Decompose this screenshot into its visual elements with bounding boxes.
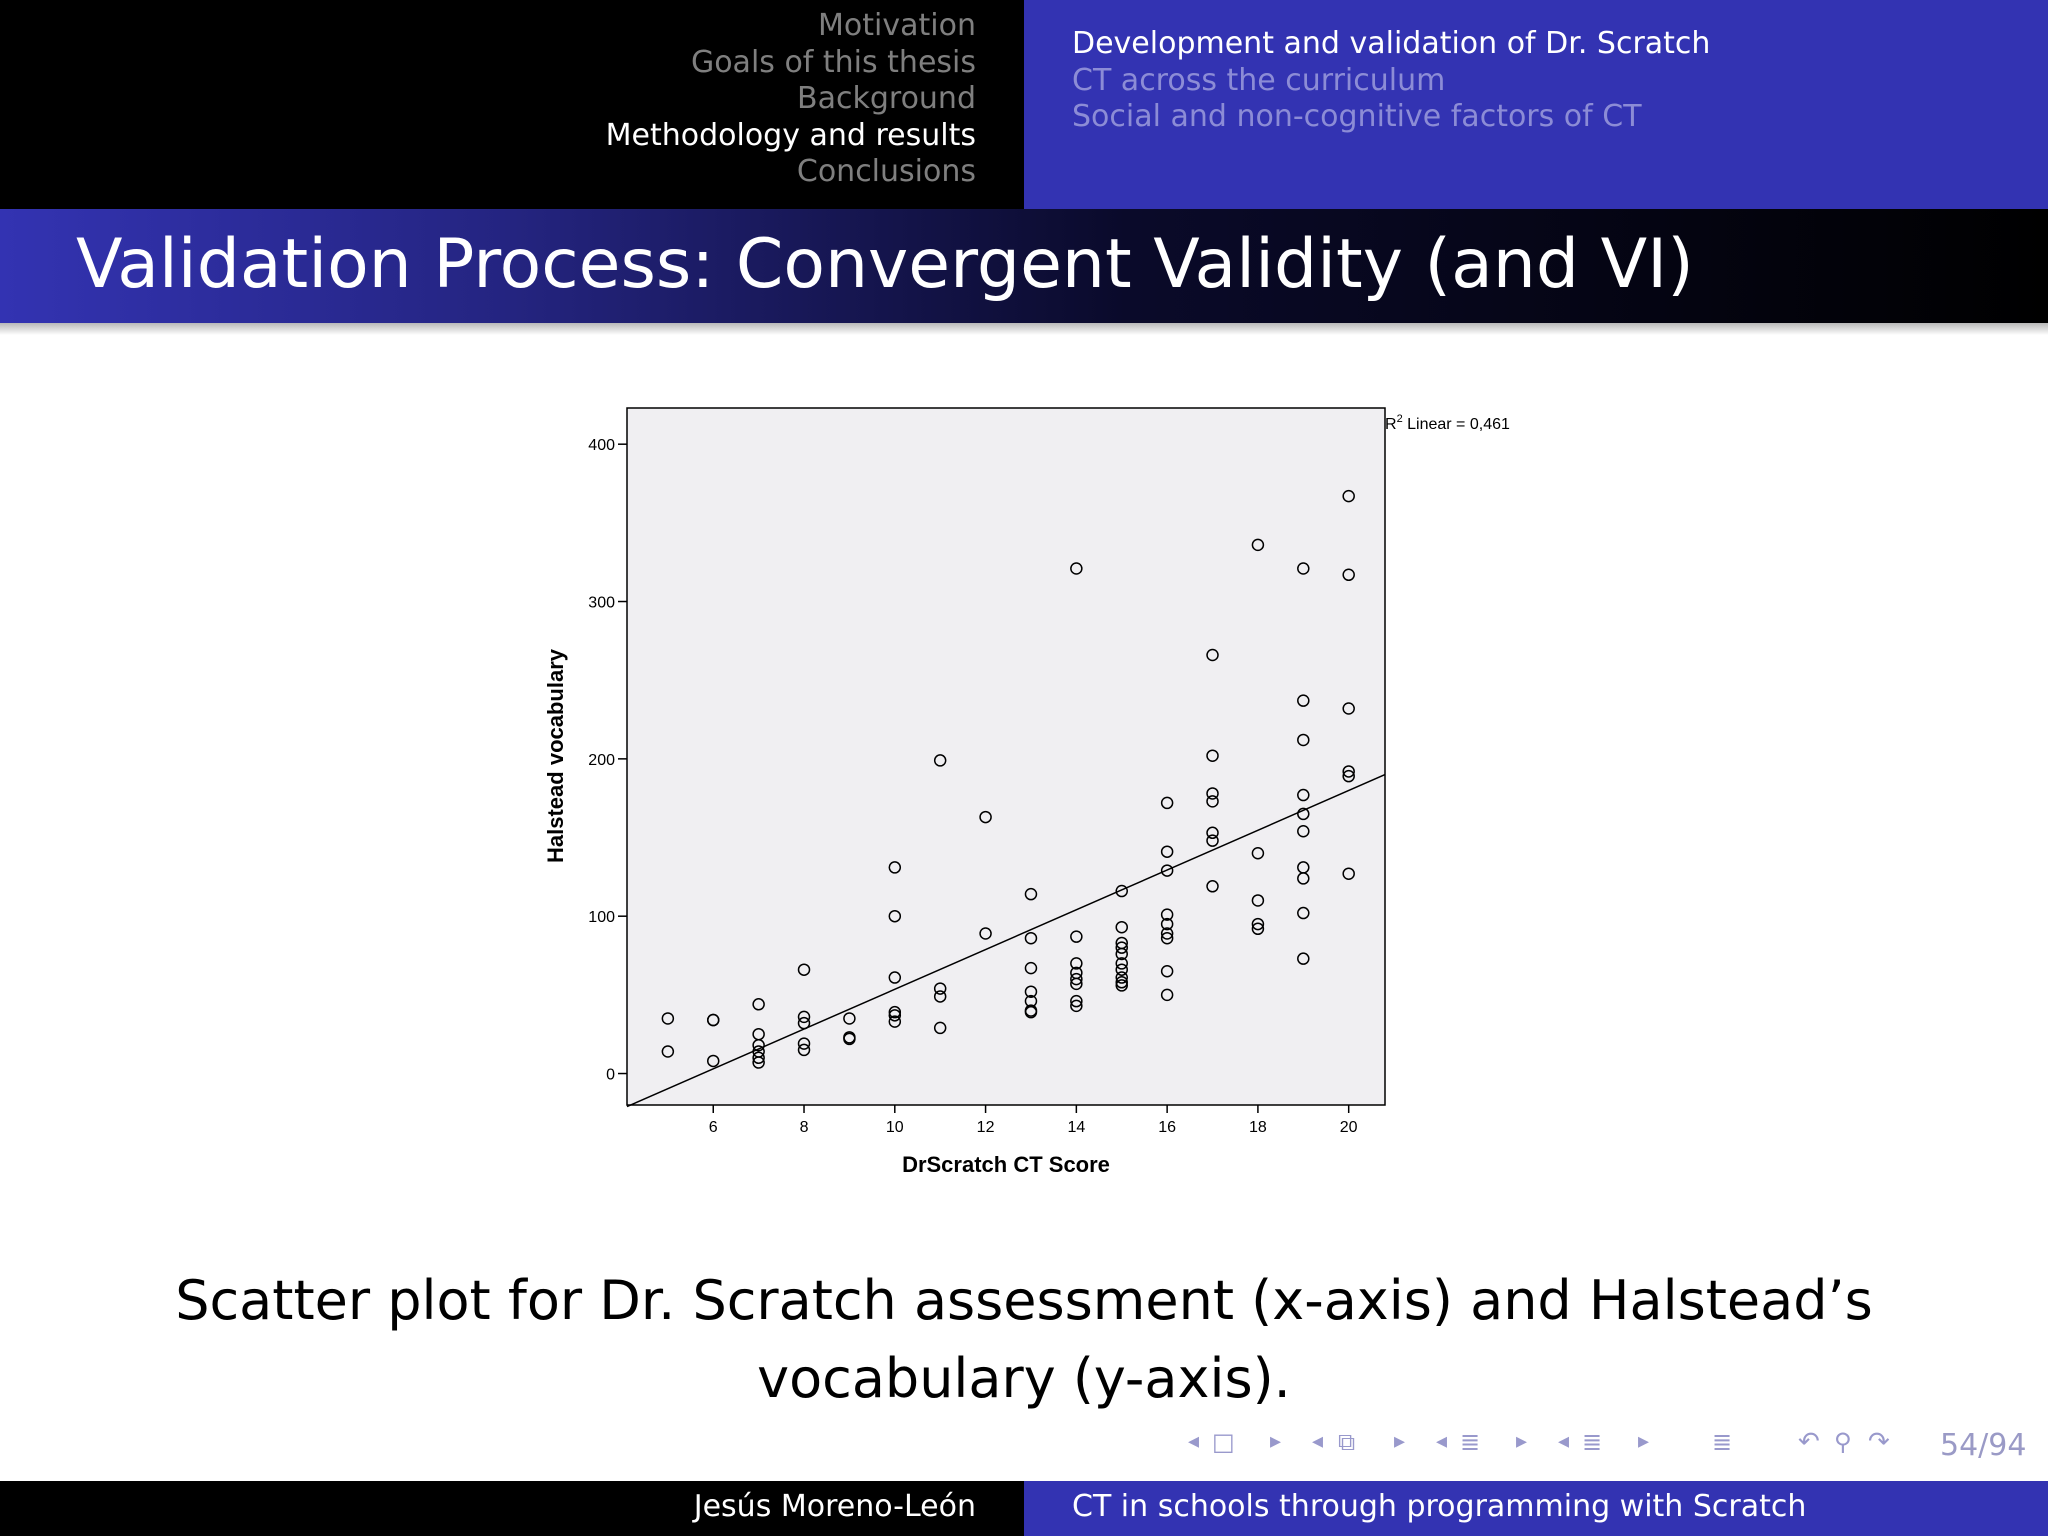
footer-short-title: CT in schools through programming with Scratch <box>1072 1489 1807 1524</box>
scatter-chart <box>530 390 1530 1190</box>
figure-caption <box>0 1262 2048 1418</box>
x-axis <box>709 1105 1358 1136</box>
x-tick-label: 12 <box>976 1119 995 1136</box>
subsection-icon[interactable]: ⧉ <box>1338 1428 1356 1456</box>
nav-section-background[interactable]: Background <box>797 81 976 116</box>
x-tick-label: 16 <box>1158 1119 1177 1136</box>
nav-section-goals[interactable]: Goals of this thesis <box>690 44 976 80</box>
caption-line-1: Scatter plot for Dr. Scratch assessment (x-axis) and Halstead’s <box>175 1269 1873 1332</box>
nav-subsection-ct-curriculum[interactable]: CT across the curriculum <box>1072 62 1446 98</box>
footer-author: Jesús Moreno-León <box>693 1489 976 1524</box>
frame-title: Validation Process: Convergent Validity (and VI) <box>76 225 1694 304</box>
footer-author-box <box>0 1481 1024 1536</box>
x-axis-title: DrScratch CT Score <box>902 1152 1110 1177</box>
subsection-next-icon-2[interactable]: ▸ <box>1638 1429 1650 1454</box>
footer-title-box <box>1024 1481 2048 1536</box>
section-navigation <box>0 0 1024 209</box>
header-navigation <box>0 0 2048 209</box>
x-tick-label: 10 <box>885 1119 904 1136</box>
y-tick-label: 300 <box>588 594 615 612</box>
y-axis-title: Halstead vocabulary <box>543 649 568 863</box>
x-tick-label: 8 <box>799 1119 809 1136</box>
search-icon[interactable]: ⚲ <box>1834 1428 1852 1456</box>
subsection-prev-icon-2[interactable]: ◂ <box>1558 1429 1570 1454</box>
align-icon[interactable]: ≣ <box>1712 1428 1733 1456</box>
y-axis <box>588 437 627 1083</box>
forward-icon[interactable]: ↷ <box>1868 1427 1890 1457</box>
section-prev-icon[interactable]: ◂ <box>1436 1429 1448 1454</box>
y-tick-label: 0 <box>606 1066 615 1084</box>
footer <box>0 1481 2048 1536</box>
x-tick-label: 14 <box>1067 1119 1086 1136</box>
section-next-icon[interactable]: ▸ <box>1516 1429 1528 1454</box>
frame-icon[interactable]: □ <box>1212 1428 1235 1456</box>
nav-subsection-dr-scratch[interactable]: Development and validation of Dr. Scratch <box>1072 26 1711 61</box>
r-squared-label: $R^2$ Linear = 0,461 <box>1385 413 1510 433</box>
x-tick-label: 20 <box>1339 1119 1358 1136</box>
x-tick-label: 6 <box>708 1119 718 1136</box>
page-number: 54/94 <box>1940 1428 2027 1463</box>
x-tick-label: 18 <box>1249 1119 1267 1136</box>
nav-subsection-social-factors[interactable]: Social and non-cognitive factors of CT <box>1072 99 1642 134</box>
plot-area <box>627 408 1385 1105</box>
section-icon[interactable]: ≣ <box>1460 1428 1481 1456</box>
frame-prev-icon[interactable]: ◂ <box>1188 1429 1200 1454</box>
y-tick-label: 100 <box>588 909 615 927</box>
nav-section-motivation[interactable]: Motivation <box>818 8 976 43</box>
nav-section-conclusions[interactable]: Conclusions <box>796 154 976 189</box>
frame-next-icon[interactable]: ▸ <box>1270 1429 1282 1454</box>
subsection-navigation <box>1024 0 2048 209</box>
back-icon[interactable]: ↶ <box>1798 1427 1820 1457</box>
subsection-next-icon[interactable]: ▸ <box>1394 1429 1406 1454</box>
y-tick-label: 200 <box>588 751 615 769</box>
subsection-icon-2[interactable]: ≣ <box>1582 1428 1603 1456</box>
caption-line-2: vocabulary (y-axis). <box>757 1347 1291 1410</box>
nav-section-methodology[interactable]: Methodology and results <box>605 117 976 153</box>
section-list <box>606 8 976 191</box>
subsection-list <box>1072 26 1710 136</box>
frame-title-bar <box>0 209 2048 323</box>
subsection-prev-icon[interactable]: ◂ <box>1312 1429 1324 1454</box>
y-tick-label: 400 <box>588 437 615 455</box>
title-shadow <box>0 323 2048 335</box>
